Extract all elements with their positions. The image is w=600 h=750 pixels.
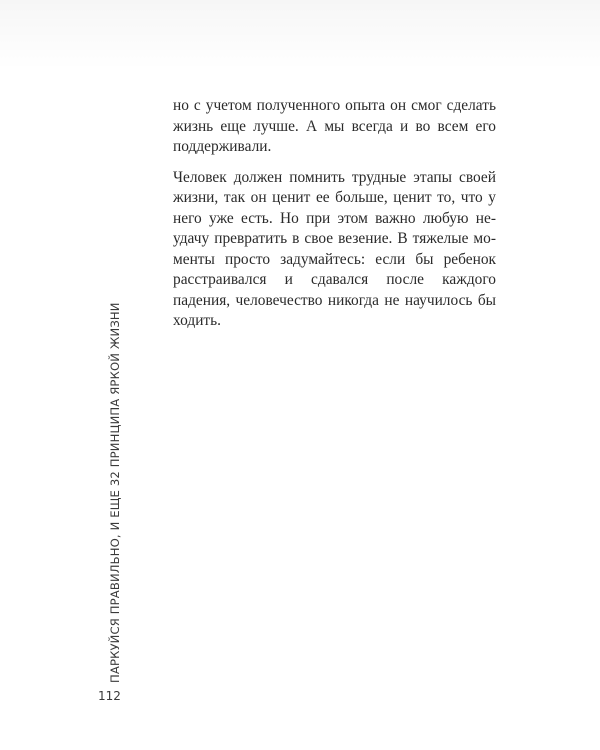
paragraph: Человек должен помнить трудные этапы своей жизни, так он ценит ее больше, ценит то, что у него уже есть. Но при этом важно любую неудачу превратить в свое везение. В тяжелые моменты просто задумайтесь: если бы ребенок расстраивался и сдавался после каждого падения, человечество никогда не научилось бы ходить. <box>173 168 496 329</box>
running-head: ПАРКУЙСЯ ПРАВИЛЬНО, И ЕЩЕ 32 ПРИНЦИПА ЯРКОЙ ЖИЗНИ <box>108 302 122 683</box>
body-text <box>173 96 496 332</box>
page-number: 112 <box>98 689 121 703</box>
paragraph: но с учетом полученного опыта он смог сделать жизнь еще лучше. А мы всегда и во всем его поддерживали. <box>173 97 496 155</box>
scan-shadow <box>0 0 600 70</box>
